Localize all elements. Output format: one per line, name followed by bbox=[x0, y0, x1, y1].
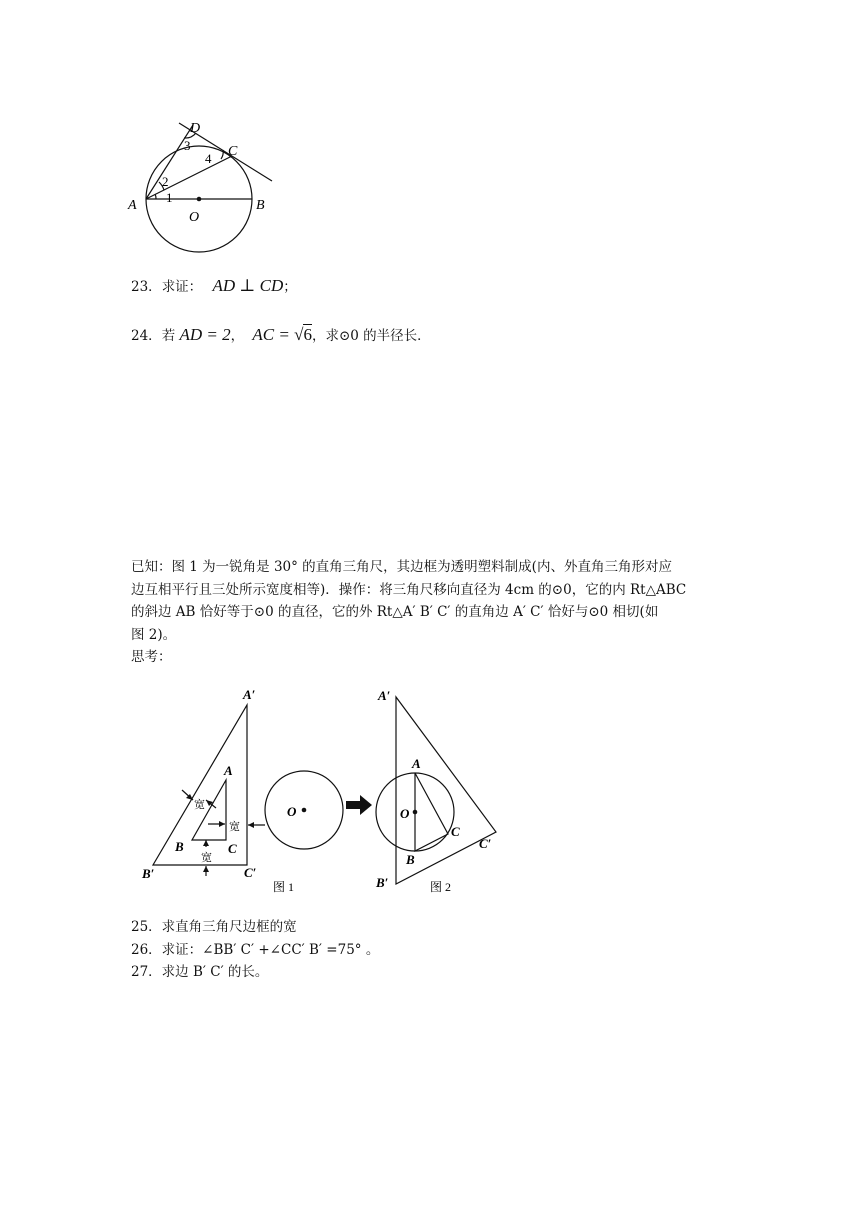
chord-ac bbox=[146, 156, 232, 199]
problem-line-2: 边互相平行且三处所示宽度相等)．操作：将三角尺移向直径为 4cm 的⊙0，它的内 Rt△ABC bbox=[131, 581, 687, 598]
question-23 bbox=[131, 275, 297, 299]
q24-number: 24． bbox=[131, 328, 162, 344]
fig1-caption: 图 1 bbox=[273, 880, 295, 894]
label-o: O bbox=[189, 210, 200, 225]
fig1-label-b: B bbox=[175, 839, 184, 854]
triangle-ruler-figures bbox=[130, 680, 530, 900]
sub-questions bbox=[131, 916, 379, 984]
fig2-caption: 图 2 bbox=[430, 880, 452, 894]
label-c: C bbox=[228, 144, 238, 159]
arrowhead-icon bbox=[203, 840, 209, 846]
fig1-width-label-right: 宽 bbox=[229, 821, 240, 833]
fig1-label-a-prime: A′ bbox=[243, 687, 256, 702]
label-angle-2: 2 bbox=[162, 174, 169, 189]
arrowhead-icon bbox=[248, 822, 254, 828]
problem-line-1: 已知：图 1 为一锐角是 30° 的直角三角尺，其边框为透明塑料制成(内、外直角三角形对应 bbox=[131, 559, 672, 575]
fig1-label-b-prime: B′ bbox=[142, 866, 155, 881]
fig1-width-label-bottom: 宽 bbox=[201, 852, 212, 864]
q24-prefix: 若 bbox=[161, 328, 176, 344]
arrowhead-icon bbox=[203, 866, 209, 872]
label-angle-1: 1 bbox=[166, 190, 173, 205]
middle-circle-label-o: O bbox=[287, 804, 297, 819]
q23-math: AD ⊥ CD bbox=[212, 276, 284, 295]
q24-math-ac: AC = bbox=[252, 325, 295, 344]
fig2-label-c-prime: C′ bbox=[479, 836, 492, 851]
fig2-label-b-prime: B′ bbox=[376, 875, 389, 890]
label-angle-4: 4 bbox=[205, 151, 212, 166]
question-24 bbox=[131, 324, 431, 348]
problem-line-4: 图 2)。 bbox=[131, 626, 177, 643]
fig1-label-c: C bbox=[228, 841, 237, 856]
middle-circle-center-dot bbox=[302, 808, 307, 813]
fig2-label-b: B bbox=[406, 852, 415, 867]
q24-math-ad: AD = 2 bbox=[179, 325, 231, 344]
fig2-label-o: O bbox=[400, 806, 410, 821]
fig2-label-a-prime: A′ bbox=[378, 688, 391, 703]
problem-line-3: 的斜边 AB 恰好等于⊙0 的直径，它的外 Rt△A′ B′ C′ 的直角边 A′ C′ 恰好与⊙0 相切(如 bbox=[131, 604, 659, 620]
right-arrow-icon bbox=[346, 795, 372, 815]
question-25: 25．求直角三角尺边框的宽 bbox=[131, 919, 297, 935]
angle-arc-1 bbox=[155, 194, 156, 199]
q24-sep: ， bbox=[230, 328, 245, 344]
fig1-label-c-prime: C′ bbox=[244, 865, 257, 880]
fig2-label-a: A bbox=[412, 756, 421, 771]
fig2-label-c: C bbox=[451, 824, 460, 839]
problem-think: 思考： bbox=[131, 649, 172, 665]
circle-tangent-figure bbox=[120, 112, 290, 262]
label-b: B bbox=[256, 198, 265, 213]
question-27: 27．求边 B′ C′ 的长。 bbox=[131, 964, 269, 980]
arrowhead-icon bbox=[219, 821, 225, 827]
question-26: 26．求证：∠BB′ C′ +∠CC′ B′ =75° 。 bbox=[131, 941, 380, 958]
q23-prefix: 求证： bbox=[161, 279, 203, 295]
q23-number: 23． bbox=[131, 279, 162, 295]
q24-sqrt-value: 6 bbox=[303, 325, 312, 344]
label-angle-3: 3 bbox=[184, 138, 191, 153]
q23-suffix: ； bbox=[283, 279, 297, 295]
sqrt-icon: √ bbox=[294, 325, 304, 344]
center-dot bbox=[197, 197, 202, 202]
label-d: D bbox=[190, 121, 201, 136]
fig1-label-a: A bbox=[224, 763, 233, 778]
q24-suffix: ，求⊙0 的半径长． bbox=[311, 328, 431, 344]
fig2-center-dot bbox=[413, 810, 418, 815]
fig1-width-label-left: 宽 bbox=[194, 799, 205, 811]
problem-statement bbox=[131, 556, 686, 669]
label-a: A bbox=[128, 198, 137, 213]
